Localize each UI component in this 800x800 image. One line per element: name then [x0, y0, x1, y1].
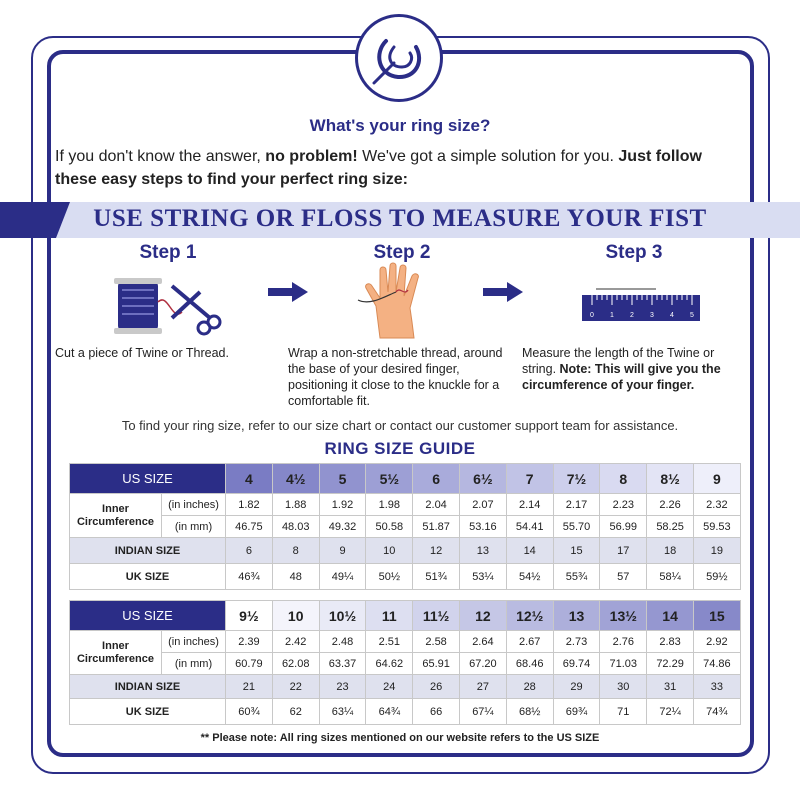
us-size-cell: 6 — [413, 464, 460, 494]
indian-size-cell: 6 — [226, 538, 273, 564]
mm-cell: 60.79 — [226, 653, 273, 675]
us-size-cell: 13½ — [600, 601, 647, 631]
mm-label: (in mm) — [162, 516, 226, 538]
uk-size-cell: 58¼ — [647, 564, 694, 590]
ruler-icon — [582, 285, 700, 325]
mm-cell: 55.70 — [553, 516, 600, 538]
inches-cell: 2.76 — [600, 631, 647, 653]
us-size-cell: 5 — [319, 464, 366, 494]
step-2-title: Step 2 — [373, 242, 431, 263]
mm-cell: 71.03 — [600, 653, 647, 675]
us-size-cell: 11 — [366, 601, 413, 631]
indian-size-cell: 9 — [319, 538, 366, 564]
inches-cell: 2.14 — [506, 494, 553, 516]
ruler-mark: 5 — [690, 312, 694, 319]
uk-size-label: UK SIZE — [70, 564, 226, 590]
uk-size-cell: 66 — [413, 699, 460, 725]
indian-size-cell: 31 — [647, 675, 694, 699]
us-size-cell: 10½ — [319, 601, 366, 631]
inches-cell: 2.07 — [460, 494, 507, 516]
inches-cell: 2.26 — [647, 494, 694, 516]
indian-size-cell: 14 — [506, 538, 553, 564]
hand-icon — [356, 262, 440, 342]
mm-cell: 49.32 — [319, 516, 366, 538]
indian-size-cell: 27 — [460, 675, 507, 699]
uk-size-cell: 62 — [272, 699, 319, 725]
inches-cell: 2.73 — [553, 631, 600, 653]
banner-text: USE STRING OR FLOSS TO MEASURE YOUR FIST — [93, 205, 707, 232]
uk-size-label: UK SIZE — [70, 699, 226, 725]
us-size-cell: 4 — [226, 464, 273, 494]
inches-cell: 1.88 — [272, 494, 319, 516]
guide-title: RING SIZE GUIDE — [324, 439, 476, 458]
mm-cell: 72.29 — [647, 653, 694, 675]
step-3-title: Step 3 — [605, 242, 663, 263]
inches-cell: 2.17 — [553, 494, 600, 516]
footnote-text: ** Please note: All ring sizes mentioned on our website refers to the — [200, 732, 557, 744]
indian-size-cell: 30 — [600, 675, 647, 699]
indian-size-cell: 23 — [319, 675, 366, 699]
uk-size-cell: 69¾ — [553, 699, 600, 725]
uk-size-cell: 67¼ — [460, 699, 507, 725]
ruler-mark: 4 — [670, 312, 674, 319]
brand-logo — [355, 14, 443, 102]
inches-cell: 2.23 — [600, 494, 647, 516]
indian-size-cell: 17 — [600, 538, 647, 564]
step-3-desc-plain: Measure the length of the Twine or string. — [522, 346, 715, 376]
inches-row — [70, 631, 741, 653]
uk-size-cell: 48 — [272, 564, 319, 590]
uk-size-cell: 68½ — [506, 699, 553, 725]
arrow-right-icon — [268, 282, 308, 302]
inches-cell: 2.04 — [413, 494, 460, 516]
us-size-row — [70, 464, 741, 494]
indian-size-cell: 19 — [693, 538, 740, 564]
mm-row — [70, 516, 741, 538]
indian-size-cell: 10 — [366, 538, 413, 564]
us-size-label: US SIZE — [70, 464, 226, 494]
ruler-mark: 0 — [590, 312, 594, 319]
inches-cell: 2.48 — [319, 631, 366, 653]
ruler-mark: 1 — [610, 312, 614, 319]
mm-cell: 50.58 — [366, 516, 413, 538]
intro-part-1: If you don't know the answer, — [55, 148, 266, 165]
us-size-cell: 9 — [693, 464, 740, 494]
mm-cell: 65.91 — [413, 653, 460, 675]
indian-size-cell: 26 — [413, 675, 460, 699]
uk-size-cell: 72¼ — [647, 699, 694, 725]
intro-bold-1: no problem! — [265, 148, 358, 165]
mm-cell: 74.86 — [693, 653, 740, 675]
inches-cell: 2.51 — [366, 631, 413, 653]
uk-size-cell: 64¾ — [366, 699, 413, 725]
mm-cell: 69.74 — [553, 653, 600, 675]
uk-size-cell: 51¾ — [413, 564, 460, 590]
indian-size-cell: 8 — [272, 538, 319, 564]
us-size-cell: 5½ — [366, 464, 413, 494]
indian-size-cell: 22 — [272, 675, 319, 699]
page-title: What's your ring size? — [309, 116, 491, 135]
inches-label: (in inches) — [162, 494, 226, 516]
us-size-cell: 7½ — [553, 464, 600, 494]
inches-cell: 2.58 — [413, 631, 460, 653]
us-size-cell: 11½ — [413, 601, 460, 631]
thread-scissors-icon — [110, 272, 230, 336]
uk-size-cell: 63¼ — [319, 699, 366, 725]
ruler-mark: 3 — [650, 312, 654, 319]
indian-size-cell: 24 — [366, 675, 413, 699]
us-size-cell: 6½ — [460, 464, 507, 494]
inner-circumference-label: Inner Circumference — [70, 494, 162, 538]
indian-size-cell: 29 — [553, 675, 600, 699]
uk-size-cell: 57 — [600, 564, 647, 590]
mm-cell: 53.16 — [460, 516, 507, 538]
us-size-cell: 8 — [600, 464, 647, 494]
us-size-cell: 9½ — [226, 601, 273, 631]
indian-size-label: INDIAN SIZE — [70, 675, 226, 699]
indian-size-cell: 13 — [460, 538, 507, 564]
inches-cell: 2.64 — [460, 631, 507, 653]
inches-cell: 2.83 — [647, 631, 694, 653]
step-2-desc: Wrap a non-stretchable thread, around the base of your desired finger, positioning it close to the knuckle for a comfortable fit. — [288, 346, 503, 408]
uk-size-cell: 74¾ — [693, 699, 740, 725]
us-size-row — [70, 601, 741, 631]
mm-cell: 58.25 — [647, 516, 694, 538]
mm-cell: 67.20 — [460, 653, 507, 675]
uk-size-cell: 50½ — [366, 564, 413, 590]
indian-size-row — [70, 538, 741, 564]
inches-cell: 2.67 — [506, 631, 553, 653]
intro-text — [55, 145, 745, 191]
uk-size-row — [70, 564, 741, 590]
uk-size-cell: 49¼ — [319, 564, 366, 590]
uk-size-cell: 60¾ — [226, 699, 273, 725]
mm-cell: 63.37 — [319, 653, 366, 675]
indian-size-cell: 33 — [693, 675, 740, 699]
us-size-cell: 8½ — [647, 464, 694, 494]
inches-label: (in inches) — [162, 631, 226, 653]
indian-size-cell: 12 — [413, 538, 460, 564]
us-size-cell: 13 — [553, 601, 600, 631]
us-size-cell: 12½ — [506, 601, 553, 631]
uk-size-cell: 53¼ — [460, 564, 507, 590]
us-size-cell: 14 — [647, 601, 694, 631]
mm-cell: 56.99 — [600, 516, 647, 538]
instruction-banner — [0, 202, 800, 238]
uk-size-cell: 54½ — [506, 564, 553, 590]
inches-cell: 2.39 — [226, 631, 273, 653]
mm-label: (in mm) — [162, 653, 226, 675]
indian-size-row — [70, 675, 741, 699]
ring-size-table-1 — [69, 463, 741, 590]
inches-cell: 1.82 — [226, 494, 273, 516]
us-size-cell: 7 — [506, 464, 553, 494]
indian-size-cell: 15 — [553, 538, 600, 564]
inches-cell: 1.92 — [319, 494, 366, 516]
mm-cell: 48.03 — [272, 516, 319, 538]
uk-size-cell: 46¾ — [226, 564, 273, 590]
us-size-cell: 4½ — [272, 464, 319, 494]
mm-cell: 51.87 — [413, 516, 460, 538]
ring-logo-icon — [364, 23, 434, 93]
mm-cell: 59.53 — [693, 516, 740, 538]
arrow-right-icon — [483, 282, 523, 302]
mm-cell: 46.75 — [226, 516, 273, 538]
mm-cell: 64.62 — [366, 653, 413, 675]
ruler-mark: 2 — [630, 312, 634, 319]
indian-size-cell: 21 — [226, 675, 273, 699]
uk-size-cell: 59½ — [693, 564, 740, 590]
intro-part-2: We've got a simple solution for you. — [357, 148, 619, 165]
step-1-desc: Cut a piece of Twine or Thread. — [55, 346, 229, 360]
us-size-label: US SIZE — [70, 601, 226, 631]
uk-size-cell: 55¾ — [553, 564, 600, 590]
uk-size-cell: 71 — [600, 699, 647, 725]
inches-cell: 2.32 — [693, 494, 740, 516]
inches-row — [70, 494, 741, 516]
indian-size-label: INDIAN SIZE — [70, 538, 226, 564]
uk-size-row — [70, 699, 741, 725]
indian-size-cell: 18 — [647, 538, 694, 564]
intro-bold-2: Just follow these easy steps to find your perfect ring size: — [55, 148, 702, 188]
us-size-cell: 15 — [693, 601, 740, 631]
step-3-desc — [522, 345, 737, 393]
us-size-cell: 10 — [272, 601, 319, 631]
footnote-bold: US SIZE — [556, 732, 600, 744]
mm-cell: 54.41 — [506, 516, 553, 538]
inner-circumference-label: Inner Circumference — [70, 631, 162, 675]
us-size-cell: 12 — [460, 601, 507, 631]
mm-row — [70, 653, 741, 675]
mm-cell: 62.08 — [272, 653, 319, 675]
ring-size-table-2 — [69, 600, 741, 725]
step-1-title: Step 1 — [139, 242, 197, 263]
inches-cell: 2.92 — [693, 631, 740, 653]
step-3-desc-note: Note: This will give you the circumference of your finger. — [522, 362, 721, 392]
mm-cell: 68.46 — [506, 653, 553, 675]
refer-text: To find your ring size, refer to our size chart or contact our customer support team for assistance. — [121, 418, 679, 433]
indian-size-cell: 28 — [506, 675, 553, 699]
footnote — [0, 732, 800, 744]
inches-cell: 1.98 — [366, 494, 413, 516]
inches-cell: 2.42 — [272, 631, 319, 653]
